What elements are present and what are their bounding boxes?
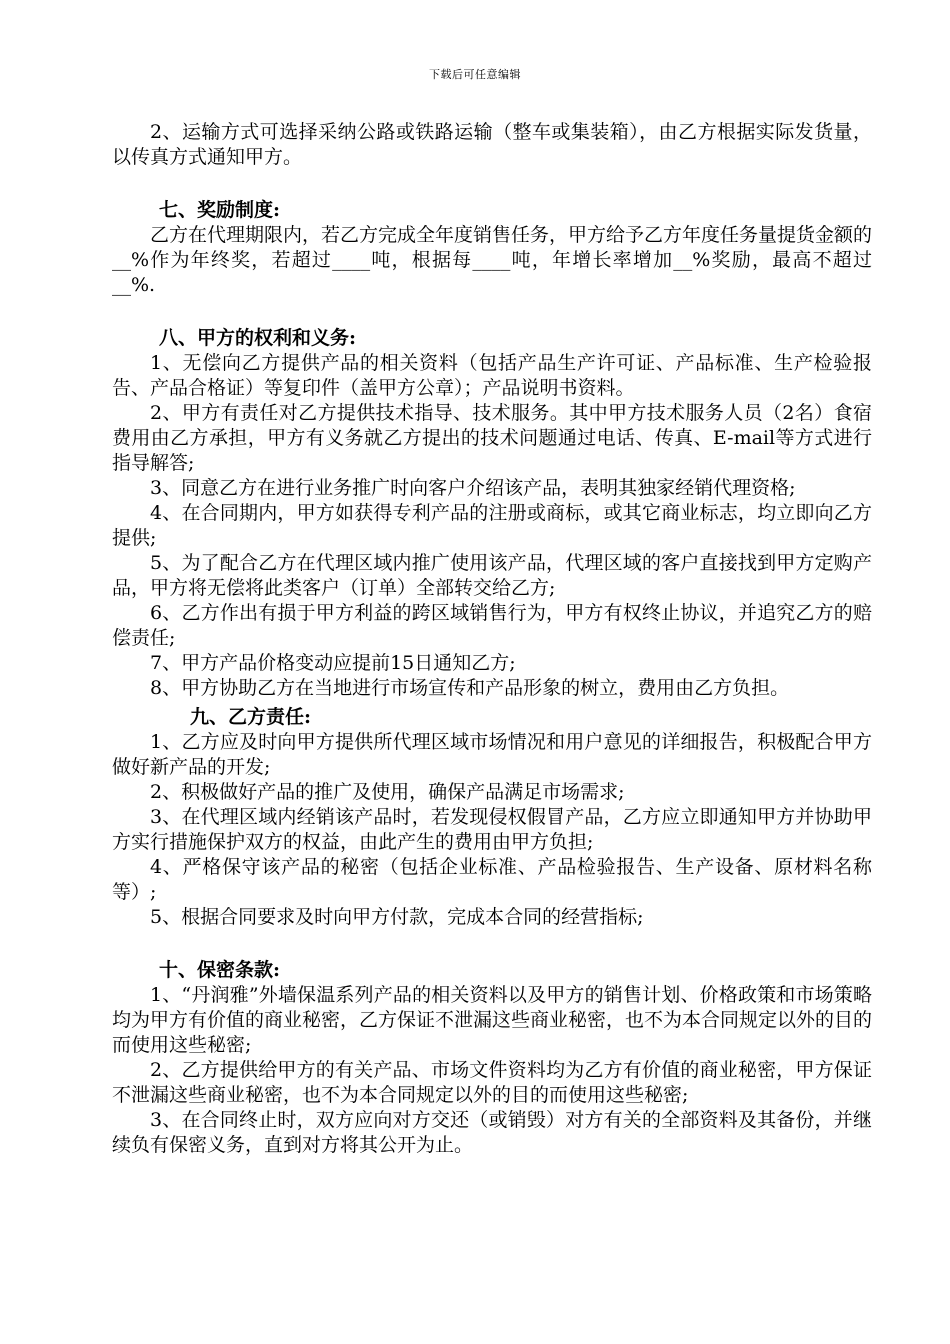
paragraph: 2、甲方有责任对乙方提供技术指导、技术服务。其中甲方技术服务人员（2名）食宿费用由乙方承担，甲方有义务就乙方提出的技术问题通过电话、传真、E-mail等方式进行指导解答;	[112, 402, 872, 474]
paragraph: 乙方在代理期限内，若乙方完成全年度销售任务，甲方给予乙方年度任务量提货金额的__%作为年终奖，若超过____吨，根据每____吨，年增长率增加__%奖励，最高不超过 __%.	[112, 224, 873, 296]
paragraph: 3、在合同终止时，双方应向对方交还（或销毁）对方有关的全部资料及其备份，并继续负有保密义务，直到对方将其公开为止。	[112, 1109, 872, 1156]
section-heading: 七、奖励制度:	[159, 199, 281, 221]
paragraph: 3、同意乙方在进行业务推广时向客户介绍该产品，表明其独家经销代理资格;	[150, 477, 796, 499]
paragraph: 5、根据合同要求及时向甲方付款，完成本合同的经营指标;	[150, 906, 644, 928]
document-body	[112, 120, 872, 1158]
section-heading: 九、乙方责任:	[190, 706, 312, 728]
paragraph: 1、无偿向乙方提供产品的相关资料（包括产品生产许可证、产品标准、生产检验报告、产品合格证）等复印件（盖甲方公章）；产品说明书资料。	[112, 352, 872, 399]
page-header: 下载后可任意编辑	[429, 68, 521, 81]
paragraph: 5、为了配合乙方在代理区域内推广使用该产品，代理区域的客户直接找到甲方定购产品，甲方将无偿将此类客户（订单）全部转交给乙方;	[112, 552, 872, 599]
paragraph: 6、乙方作出有损于甲方利益的跨区域销售行为，甲方有权终止协议，并追究乙方的赔偿责任;	[112, 602, 872, 649]
paragraph: 2、积极做好产品的推广及使用，确保产品满足市场需求;	[150, 781, 625, 803]
section-heading: 八、甲方的权利和义务:	[159, 327, 357, 349]
paragraph: 7、甲方产品价格变动应提前15日通知乙方;	[150, 652, 516, 674]
section-heading: 十、保密条款:	[159, 959, 281, 981]
paragraph: 3、在代理区域内经销该产品时，若发现侵权假冒产品，乙方应立即通知甲方并协助甲方实行措施保护双方的权益，由此产生的费用由甲方负担;	[112, 806, 872, 853]
paragraph: 4、在合同期内，甲方如获得专利产品的注册或商标，或其它商业标志，均立即向乙方提供;	[112, 502, 872, 549]
paragraph: 1、“丹润雅”外墙保温系列产品的相关资料以及甲方的销售计划、价格政策和市场策略均为甲方有价值的商业秘密，乙方保证不泄漏这些商业秘密，也不为本合同规定以外的目的而使用这些秘密;	[112, 984, 873, 1056]
paragraph: 2、乙方提供给甲方的有关产品、市场文件资料均为乙方有价值的商业秘密，甲方保证不泄漏这些商业秘密，也不为本合同规定以外的目的而使用这些秘密;	[112, 1059, 872, 1106]
paragraph: 2、运输方式可选择采纳公路或铁路运输（整车或集装箱），由乙方根据实际发货量，以传真方式通知甲方。	[112, 121, 872, 168]
paragraph: 8、甲方协助乙方在当地进行市场宣传和产品形象的树立，费用由乙方负担。	[150, 677, 790, 699]
paragraph: 1、乙方应及时向甲方提供所代理区域市场情况和用户意见的详细报告，积极配合甲方做好新产品的开发;	[112, 731, 872, 778]
paragraph: 4、严格保守该产品的秘密（包括企业标准、产品检验报告、生产设备、原材料名称等）;	[112, 856, 872, 903]
